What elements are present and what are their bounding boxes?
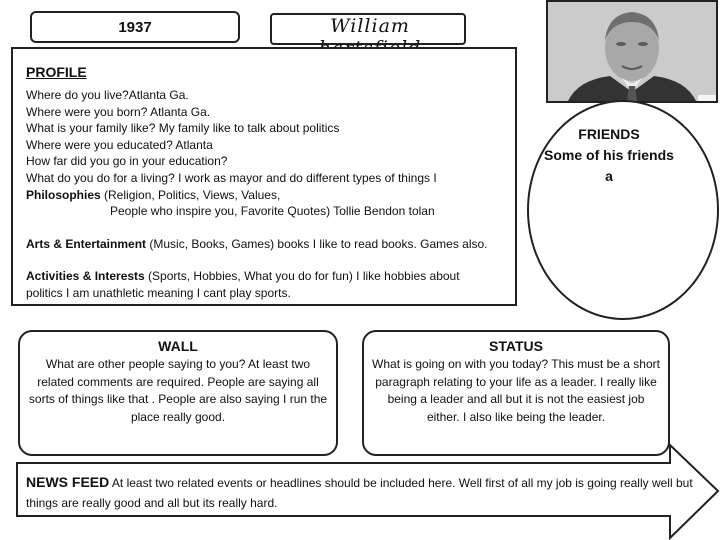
activities-line-2: politics I am unathletic meaning I cant play sports. [26,285,291,300]
news-feed-content [26,472,716,513]
status-card [362,330,670,456]
profile-line: Where were you born? Atlanta Ga. [26,104,211,119]
philosophies-line-2: People who inspire you, Favorite Quotes) Tollie Bendon tolan [110,204,435,219]
year-text: 1937 [118,18,152,36]
profile-line: What do you do for a living? I work as mayor and do different types of things I [26,170,437,185]
friends-title: FRIENDS [578,126,640,142]
arts-label: Arts & Entertainment [26,236,147,251]
philosophies-label: Philosophies [26,187,101,202]
news-feed-title: NEWS FEED [26,474,110,490]
status-text: What is going on with you today? This must be a short paragraph relating to your life as a leader. I really like being a leader and all but it is not the easiest job either. I also like being the leader. [372,357,660,424]
person-name: William [330,15,410,37]
profile-title: PROFILE [26,64,87,80]
philosophies-line [26,187,515,204]
activities-label: Activities & Interests [26,269,145,284]
friends-line-1: Some of his friends [544,147,674,163]
portrait-photo [546,0,718,103]
profile-line: Where were you educated? Atlanta [26,137,213,152]
status-title: STATUS [489,338,543,354]
news-feed-text: At least two related events or headlines should be included here. Well first of all my job is going really well but things are really good and all but its really hard. [26,476,693,510]
philosophies-text: (Religion, Politics, Views, Values, [100,187,281,202]
friends-line-2: a [605,168,613,184]
profile-line: What is your family like? My family like to talk about politics [26,121,340,136]
profile-line: Where do you live?Atlanta Ga. [26,88,189,102]
activities-text: (Sports, Hobbies, What you do for fun) I like hobbies about [144,269,460,284]
friends-content [528,124,690,187]
wall-card [18,330,338,456]
wall-title: WALL [158,338,198,354]
profile-panel [11,47,517,306]
profile-line: How far did you go in your education? [26,154,228,169]
arts-text: (Music, Books, Games) books I like to read books. Games also. [146,236,488,251]
year-label [30,11,240,43]
activities-line [26,268,515,285]
wall-text: What are other people saying to you? At least two related comments are required. People are saying all sorts of things like that . People are also saying I run the place really good. [28,357,328,424]
arts-line [26,236,515,253]
